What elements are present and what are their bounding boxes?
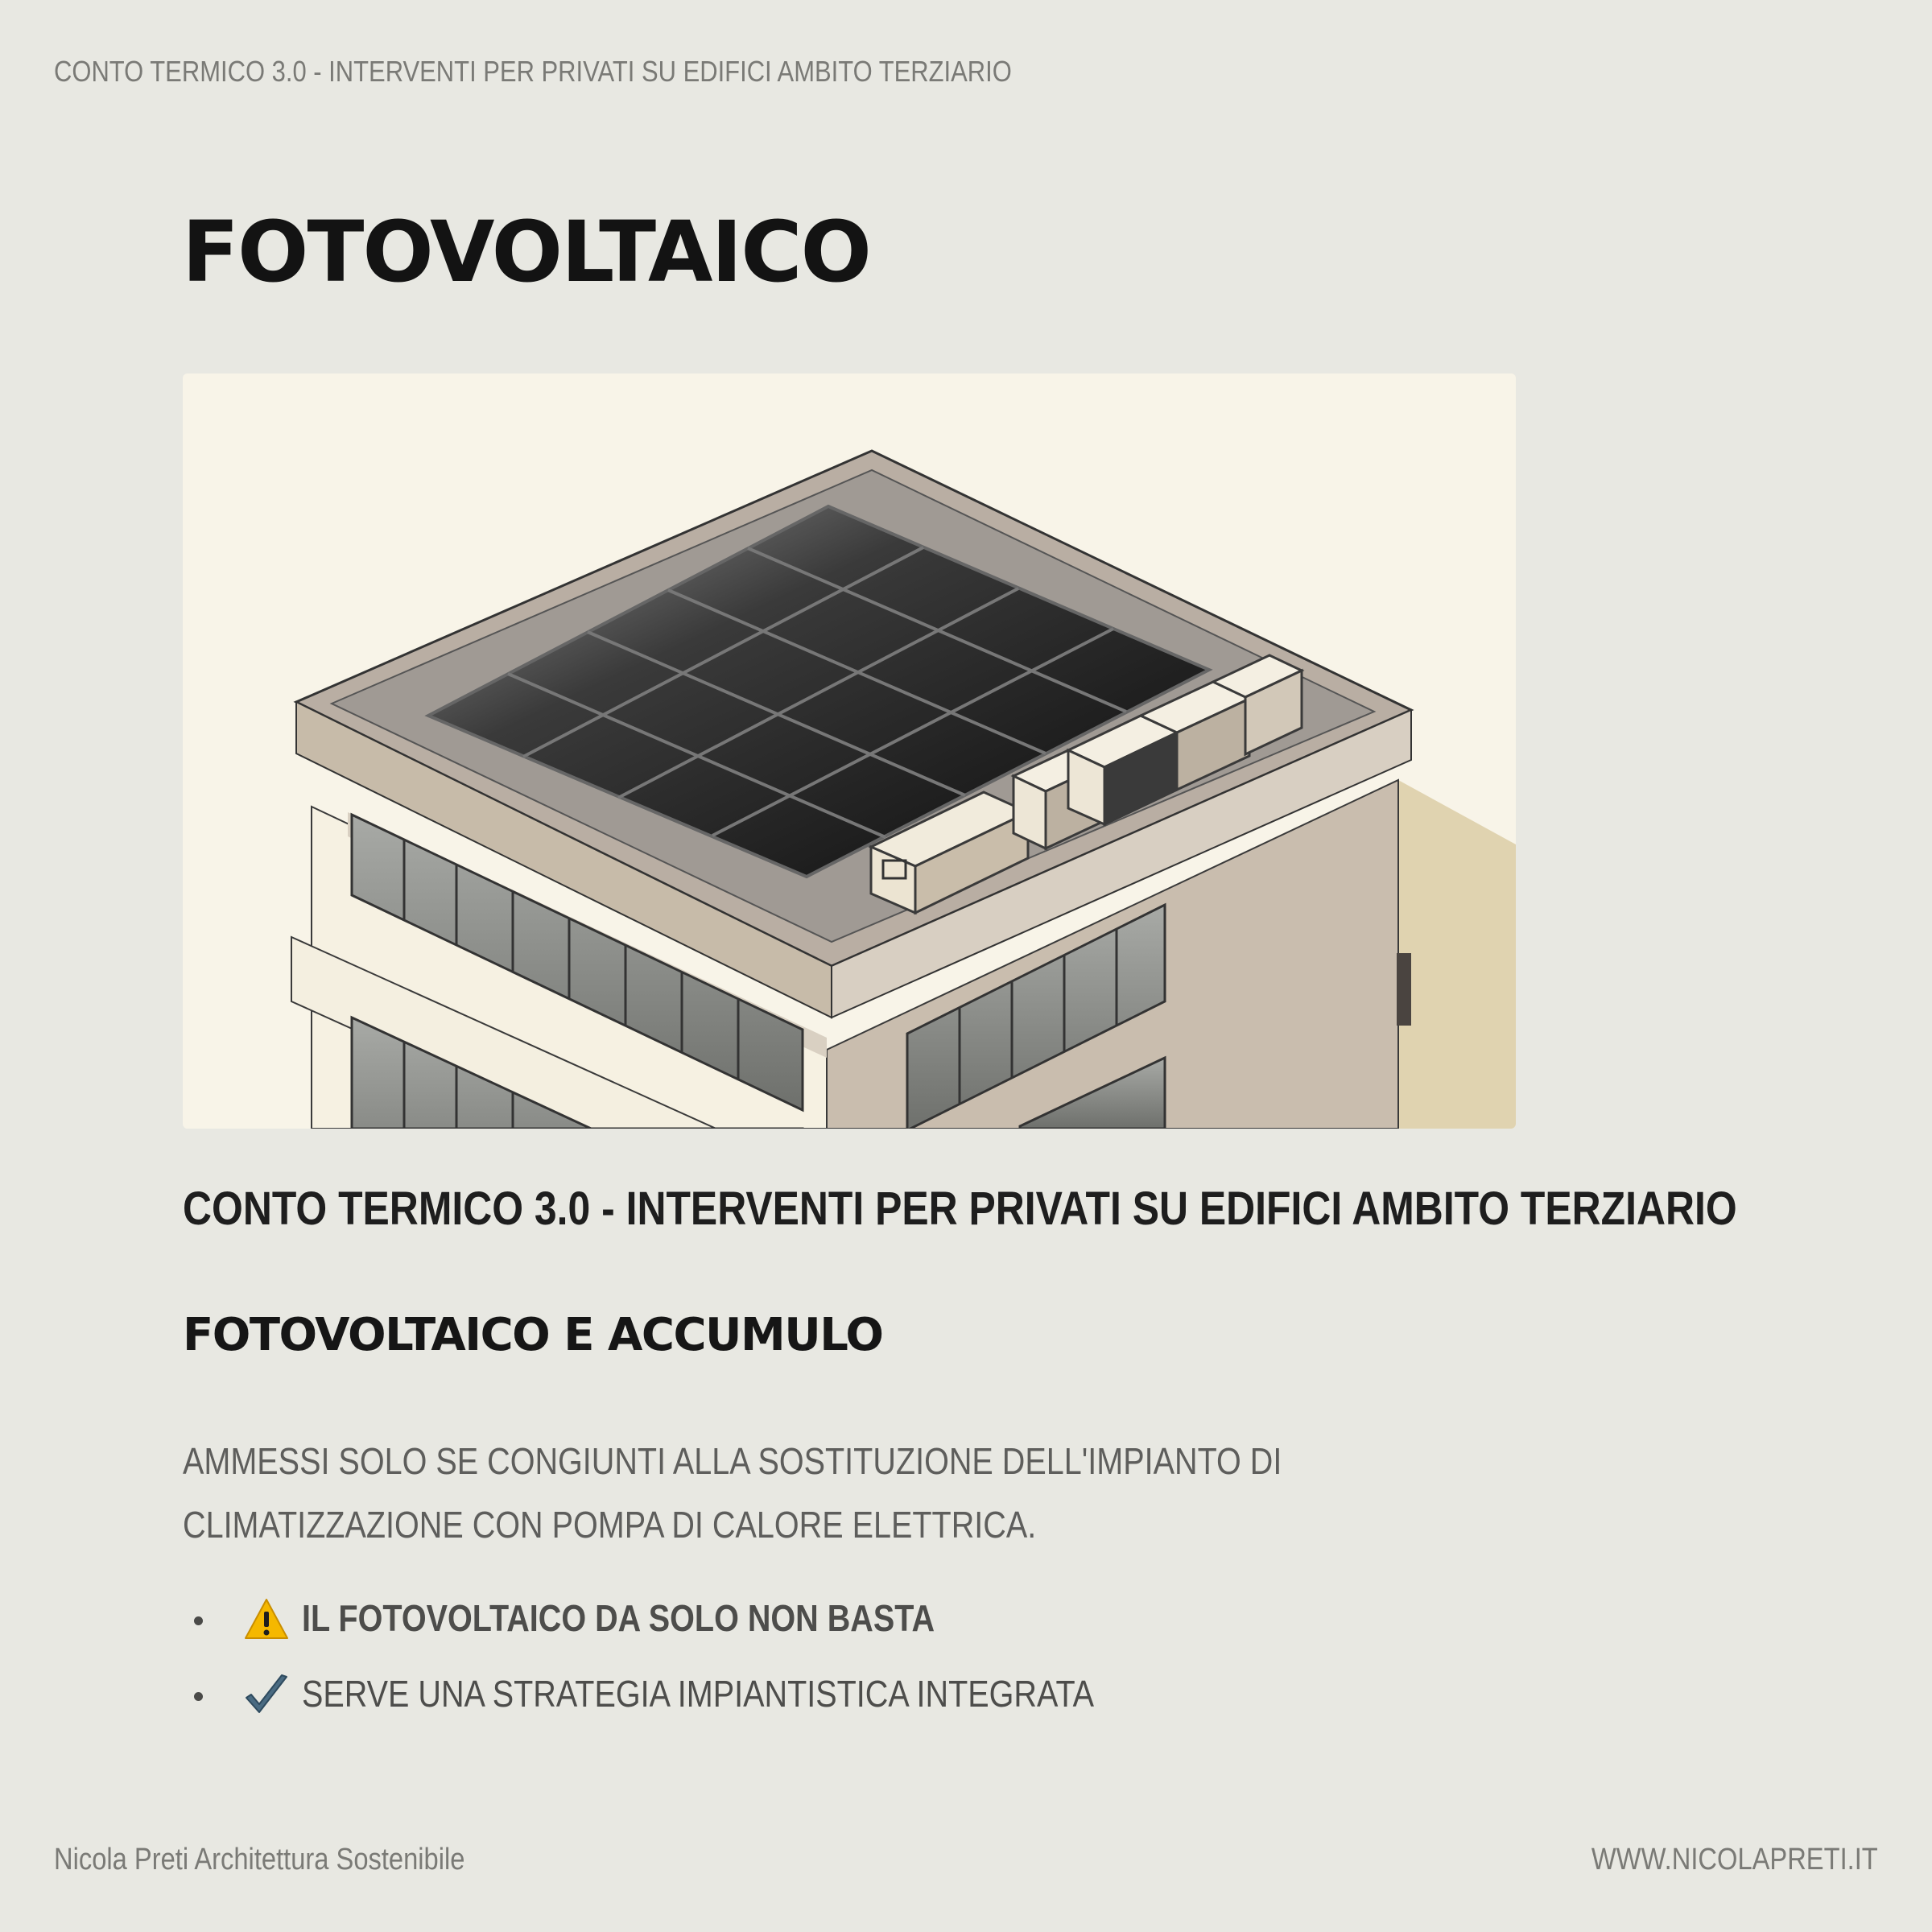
- hero-image: [183, 374, 1516, 1129]
- bullet-dot-icon: [194, 1616, 203, 1625]
- warning-icon: [243, 1596, 290, 1643]
- section-title: FOTOVOLTAICO E ACCUMULO: [183, 1309, 883, 1361]
- checkmark-icon: [243, 1672, 290, 1719]
- body-text: AMMESSI SOLO SE CONGIUNTI ALLA SOSTITUZIONE DELL'IMPIANTO DI CLIMATIZZAZIONE CON POMPA DI CALORE ELETTRICA.: [183, 1440, 1282, 1546]
- bullet-text: SERVE UNA STRATEGIA IMPIANTISTICA INTEGRATA: [302, 1673, 1095, 1715]
- subtitle: CONTO TERMICO 3.0 - INTERVENTI PER PRIVATI SU EDIFICI AMBITO TERZIARIO: [183, 1183, 1737, 1235]
- page-title: FOTOVOLTAICO: [182, 203, 870, 301]
- building-rooftop-solar-illustration: [183, 374, 1516, 1129]
- top-header-label: CONTO TERMICO 3.0 - INTERVENTI PER PRIVATI SU EDIFICI AMBITO TERZIARIO: [54, 55, 1012, 88]
- bullet-text: IL FOTOVOLTAICO DA SOLO NON BASTA: [302, 1597, 935, 1639]
- footer-website-link[interactable]: WWW.NICOLAPRETI.IT: [1591, 1843, 1878, 1876]
- bullet-dot-icon: [194, 1692, 203, 1701]
- footer-author: Nicola Preti Architettura Sostenibile: [54, 1843, 465, 1876]
